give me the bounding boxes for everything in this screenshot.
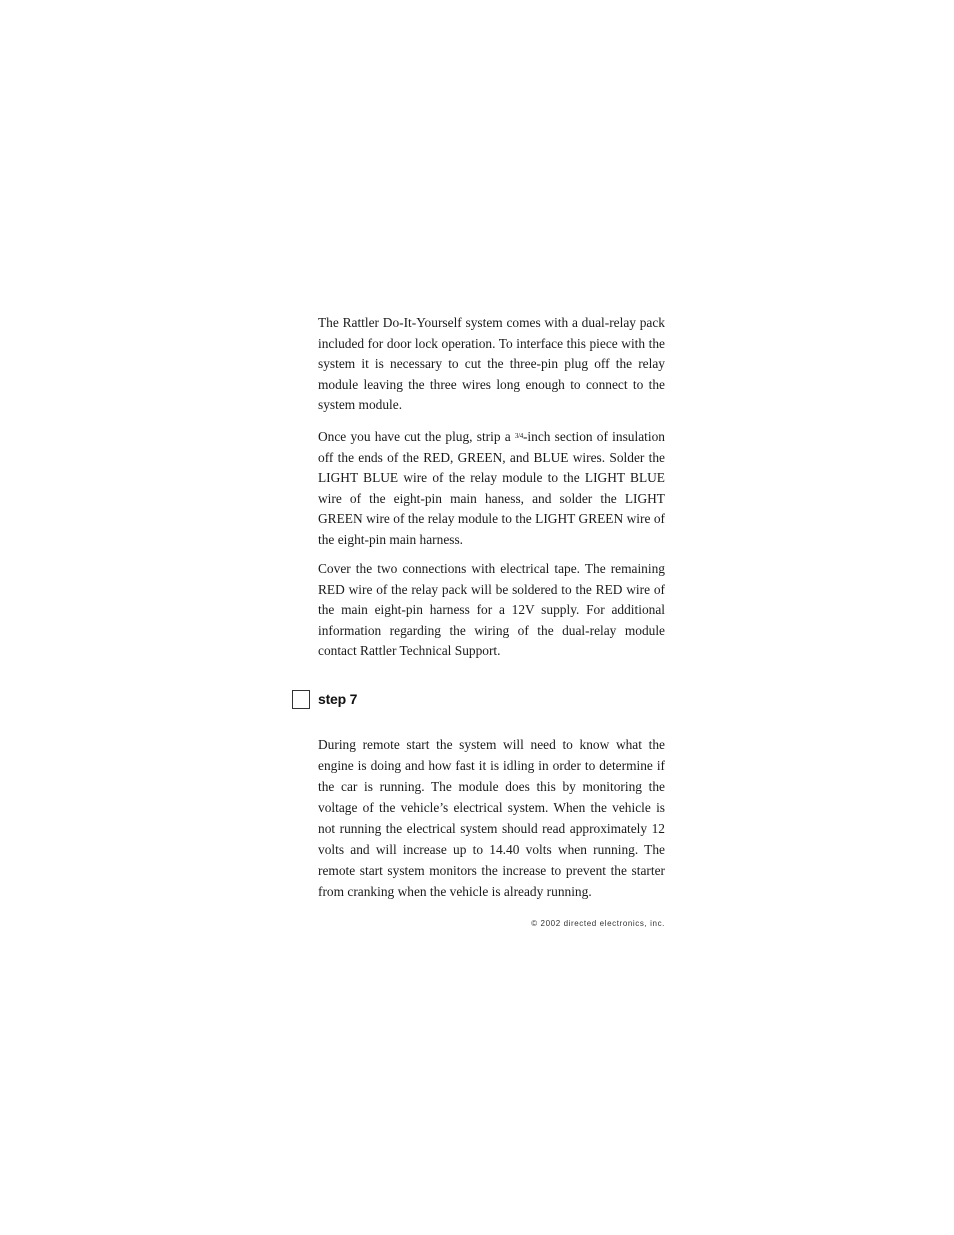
fraction-three-quarters: 3/4 <box>514 432 523 440</box>
strip-wires-text-end: -inch section of insulation off the ends of the RED, GREEN, and BLUE wires. Solder the LIGHT BLUE wire of the relay module to the LIGHT BLUE wire of the eight-pin main haness, and solder the LIGHT GREEN wire of the relay module to the LIGHT GREEN wire of the eight-pin main harness. <box>318 429 665 547</box>
intro-text: The Rattler Do-It-Yourself system comes with a dual-relay pack included for door lock operation. To interface this piece with the system it is necessary to cut the three-pin plug off the relay module leaving the three wires long enough to connect to the system module. <box>318 315 665 413</box>
step-checkbox <box>292 690 310 709</box>
step-heading: step 7 <box>318 691 358 707</box>
voltage-monitoring-paragraph <box>318 734 665 902</box>
strip-wires-text-start: Once you have cut the plug, strip a <box>318 429 515 444</box>
cover-connections-text: Cover the two connections with electrical tape. The remaining RED wire of the relay pack will be soldered to the RED wire of the main eight-pin harness for a 12V supply. For additional information regarding the wiring of the dual-relay module contact Rattler Technical Support. <box>318 561 665 659</box>
strip-wires-text <box>318 426 665 551</box>
strip-wires-paragraph <box>318 426 665 551</box>
copyright-notice: © 2002 directed electronics, inc. <box>531 919 665 928</box>
cover-connections-paragraph <box>318 559 665 662</box>
intro-paragraph <box>318 313 665 416</box>
voltage-monitoring-text: During remote start the system will need to know what the engine is doing and how fast it is idling in order to determine if the car is running. The module does this by monitoring the voltage of the vehicle’s electrical system. When the vehicle is not running the electrical system should read approximately 12 volts and will increase up to 14.40 volts when running. The remote start system monitors the increase to prevent the starter from cranking when the vehicle is already running. <box>318 737 665 899</box>
